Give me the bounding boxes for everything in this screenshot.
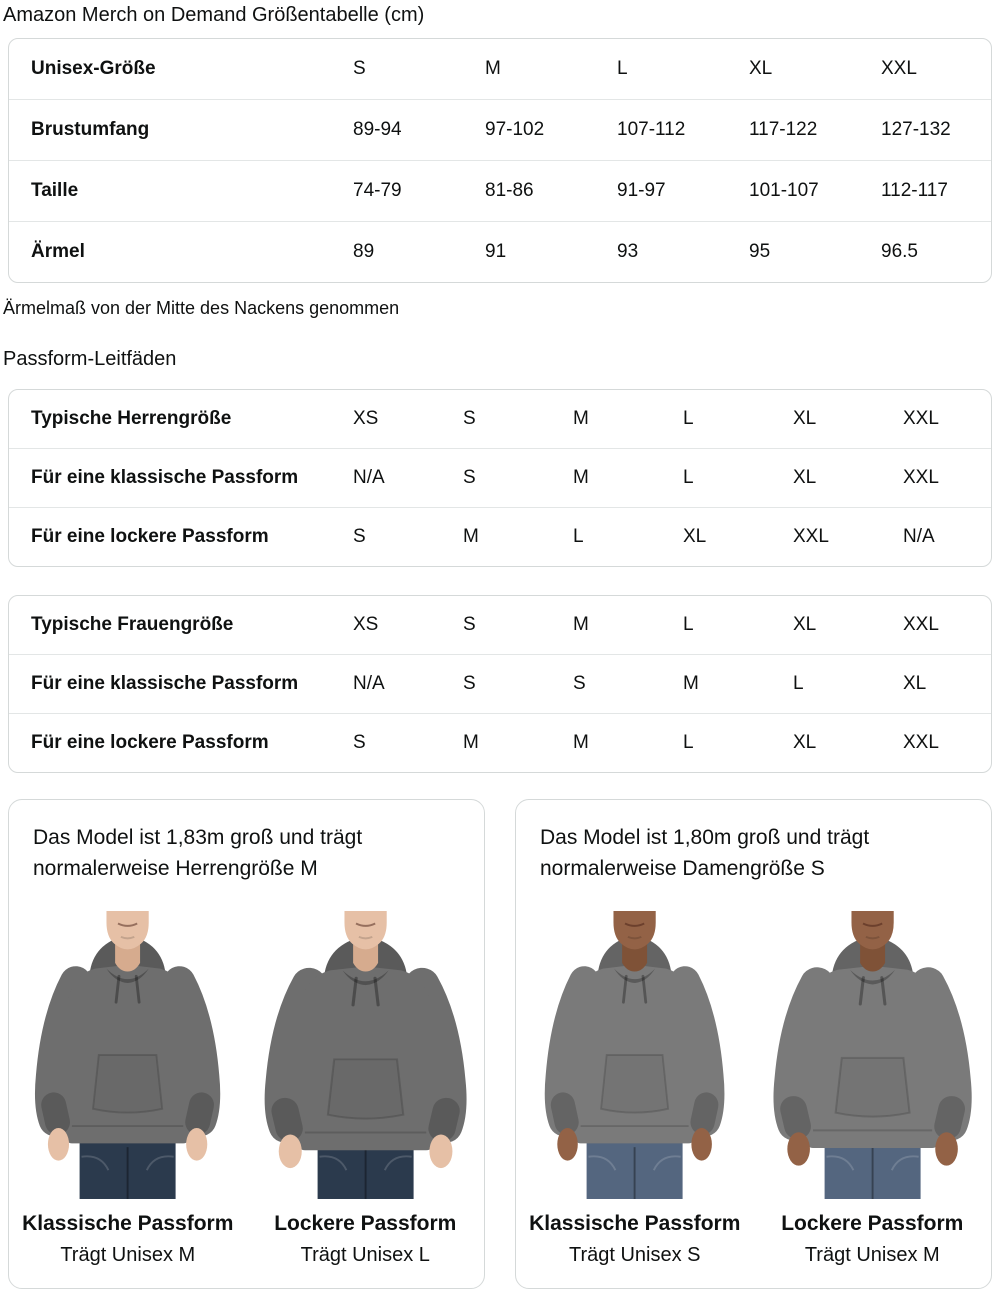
size-cell: 117-122 (749, 119, 818, 140)
size-cell: S (463, 614, 476, 635)
size-cell: XXL (903, 614, 939, 635)
size-cell: XL (683, 526, 707, 547)
size-cell: 93 (617, 241, 639, 262)
page-title: Amazon Merch on Demand Größentabelle (cm) (3, 4, 425, 26)
size-cell: XL (793, 614, 817, 635)
size-cell: M (573, 732, 589, 753)
fit-label: Lockere Passform (274, 1212, 457, 1235)
figure-classic-fit (516, 888, 754, 1288)
size-cell: XL (903, 673, 927, 694)
row-label: Taille (31, 180, 79, 201)
size-cell: M (573, 467, 589, 488)
womens-model-card (515, 799, 992, 1289)
size-cell: XL (793, 408, 817, 429)
size-chart-page (0, 2, 1000, 1289)
size-cell: L (683, 732, 694, 753)
size-cell: N/A (903, 526, 935, 547)
sleeve-note: Ärmelmaß von der Mitte des Nackens genommen (3, 298, 400, 318)
size-cell: XXL (903, 467, 939, 488)
womens-fit-table (8, 595, 992, 773)
size-cell: M (485, 58, 501, 79)
size-cell: L (683, 614, 694, 635)
size-cell: 96.5 (881, 241, 918, 262)
size-cell: XXL (903, 408, 939, 429)
size-cell: M (573, 408, 589, 429)
table-row (9, 596, 991, 654)
size-cell: 74-79 (353, 180, 402, 201)
table-row (9, 99, 991, 160)
figures-row (9, 888, 484, 1288)
figure-caption (781, 1199, 963, 1268)
size-cell: S (353, 526, 366, 547)
card-title: Das Model ist 1,80m groß und trägt normalerweise Damengröße S (540, 826, 870, 880)
size-cell: XS (353, 614, 379, 635)
size-cell: 127-132 (881, 119, 951, 140)
figure-caption (22, 1199, 233, 1268)
size-cell: L (573, 526, 584, 547)
table-row (9, 390, 991, 448)
figures-row (516, 888, 991, 1288)
size-cell: L (793, 673, 804, 694)
size-cell: 81-86 (485, 180, 534, 201)
size-cell: L (617, 58, 628, 79)
size-cell: S (573, 673, 586, 694)
size-cell: 89-94 (353, 119, 402, 140)
figure-caption (274, 1199, 456, 1268)
card-title: Das Model ist 1,83m groß und trägt normalerweise Herrengröße M (33, 826, 363, 880)
size-cell: 91 (485, 241, 507, 262)
size-cell: XS (353, 408, 379, 429)
model-photo-classic-fit-men (22, 911, 233, 1199)
table-row (9, 507, 991, 566)
size-cell: L (683, 467, 694, 488)
row-label: Für eine klassische Passform (31, 467, 299, 488)
model-photo-loose-fit-men (260, 911, 471, 1199)
row-label: Für eine lockere Passform (31, 526, 269, 547)
wears-label: Trägt Unisex M (804, 1244, 940, 1266)
size-cell: 91-97 (617, 180, 666, 201)
size-cell: XXL (793, 526, 829, 547)
table-row (9, 39, 991, 99)
wears-label: Trägt Unisex L (300, 1244, 430, 1266)
table-row (9, 448, 991, 507)
unisex-size-table (8, 38, 992, 283)
figure-loose-fit (754, 888, 992, 1288)
size-cell: S (353, 58, 366, 79)
fit-label: Lockere Passform (781, 1212, 964, 1235)
size-cell: S (353, 732, 366, 753)
table-row (9, 160, 991, 221)
size-cell: XL (793, 467, 817, 488)
table-row (9, 713, 991, 772)
row-label: Typische Frauengröße (31, 614, 234, 635)
row-label: Ärmel (31, 241, 85, 262)
size-cell: N/A (353, 467, 385, 488)
size-cell: XXL (881, 58, 917, 79)
size-cell: S (463, 408, 476, 429)
table-row (9, 221, 991, 282)
size-cell: M (683, 673, 699, 694)
size-cell: XL (793, 732, 817, 753)
size-cell: M (573, 614, 589, 635)
row-label: Unisex-Größe (31, 58, 156, 79)
mens-fit-table (8, 389, 992, 567)
model-photo-loose-fit-women (767, 911, 978, 1199)
size-cell: S (463, 673, 476, 694)
size-cell: 97-102 (485, 119, 545, 140)
size-cell: 112-117 (881, 180, 948, 201)
size-cell: L (683, 408, 694, 429)
size-cell: XXL (903, 732, 939, 753)
fit-label: Klassische Passform (22, 1212, 234, 1235)
size-cell: 107-112 (617, 119, 686, 140)
row-label: Typische Herrengröße (31, 408, 232, 429)
size-cell: XL (749, 58, 773, 79)
wears-label: Trägt Unisex S (568, 1244, 701, 1266)
size-cell: M (463, 526, 479, 547)
size-cell: N/A (353, 673, 385, 694)
row-label: Für eine klassische Passform (31, 673, 299, 694)
model-cards (8, 799, 992, 1289)
model-photo-classic-fit-women (529, 911, 740, 1199)
mens-model-card (8, 799, 485, 1289)
size-cell: 95 (749, 241, 771, 262)
figure-loose-fit (247, 888, 485, 1288)
wears-label: Trägt Unisex M (60, 1244, 196, 1266)
fit-label: Klassische Passform (529, 1212, 741, 1235)
table-row (9, 654, 991, 713)
row-label: Brustumfang (31, 119, 150, 140)
figure-classic-fit (9, 888, 247, 1288)
figure-caption (529, 1199, 740, 1268)
fit-guides-heading: Passform-Leitfäden (3, 348, 177, 370)
size-cell: 89 (353, 241, 375, 262)
row-label: Für eine lockere Passform (31, 732, 269, 753)
size-cell: M (463, 732, 479, 753)
size-cell: 101-107 (749, 180, 819, 201)
size-cell: S (463, 467, 476, 488)
